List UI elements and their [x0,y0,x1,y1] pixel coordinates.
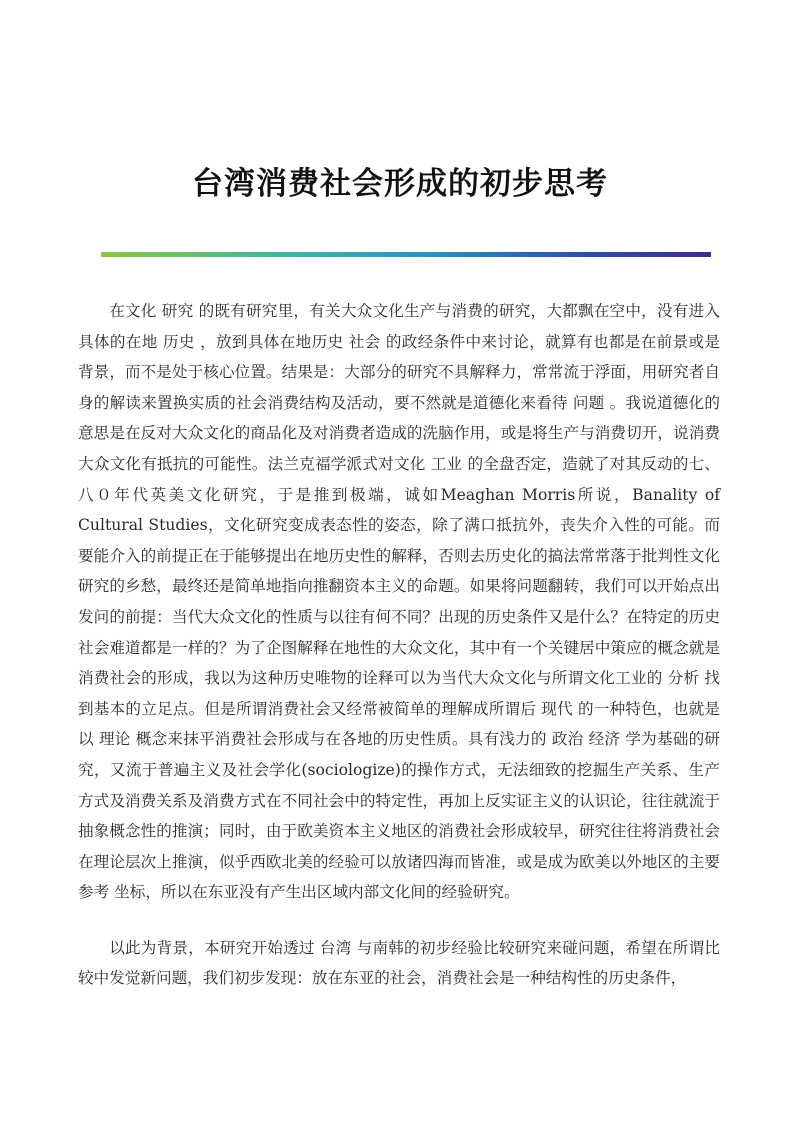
document-title: 台湾消费社会形成的初步思考 [192,166,608,202]
title-divider [101,252,711,257]
paragraph-2: 以此为背景，本研究开始透过 台湾 与南韩的初步经验比较研究来碰问题，希望在所谓比较中发觉新问题，我们初步发现：放在东亚的社会，消费社会是一种结构性的历史条件， [78,938,720,988]
paragraph-1: 在文化 研究 的既有研究里，有关大众文化生产与消费的研究，大都飘在空中，没有进入具体的在地 历史 ，放到具体在地历史 社会 的政经条件中来讨论，就算有也都是在前景或是背景，而不是处于核心位置。结果是：大部分的研究不具解释力，常常流于浮面，用研究者自身的解读来置换实质的社会消费结构及活动，要不然就是道德化来看待 问题 。我说道德化的意思是在反对大众文化的商品化及对消费者造成的洗脑作用，或是将生产与消费切开，说消费大众文化有抵抗的可能性。法兰克福学派式对文化 工业 的全盘否定，造就了对其反动的七、八０年代英美文化研究，于是推到极端，诚如Meaghan Morris所说，Banality of Cultural Studies，文化研究变成表态性的姿态，除了满口抵抗外，丧失介入性的可能。而要能介入的前提正在于能够提出在地历史性的解释，否则去历史化的搞法常常落于批判性文化研究的乡愁，最终还是简单地指向推翻资本主义的命题。如果将问题翻转，我们可以开始点出发问的前提：当代大众文化的性质与以往有何不同？出现的历史条件又是什么？在特定的历史社会难道都是一样的？为了企图解释在地性的大众文化，其中有一个关键居中策应的概念就是消费社会的形成，我以为这种历史唯物的诠释可以为当代大众文化与所谓文化工业的 分析 找到基本的立足点。但是所谓消费社会又经常被简单的理解成所谓后 现代 的一种特色，也就是以 理论 概念来抹平消费社会形成与在各地的历史性质。具有浅力的 政治 经济 学为基础的研究，又流于普遍主义及社会学化(sociologize)的操作方式，无法细致的挖掘生产关系、生产方式及消费关系及消费方式在不同社会中的特定性，再加上反实证主义的认识论，往往就流于抽象概念性的推演；同时，由于欧美资本主义地区的消费社会形成较早，研究往往将消费社会在理论层次上推演，似乎西欧北美的经验可以放诸四海而皆准，或是成为欧美以外地区的主要 参考 坐标，所以在东亚没有产生出区域内部文化间的经验研究。 [78,302,720,902]
document-body [78,296,720,994]
